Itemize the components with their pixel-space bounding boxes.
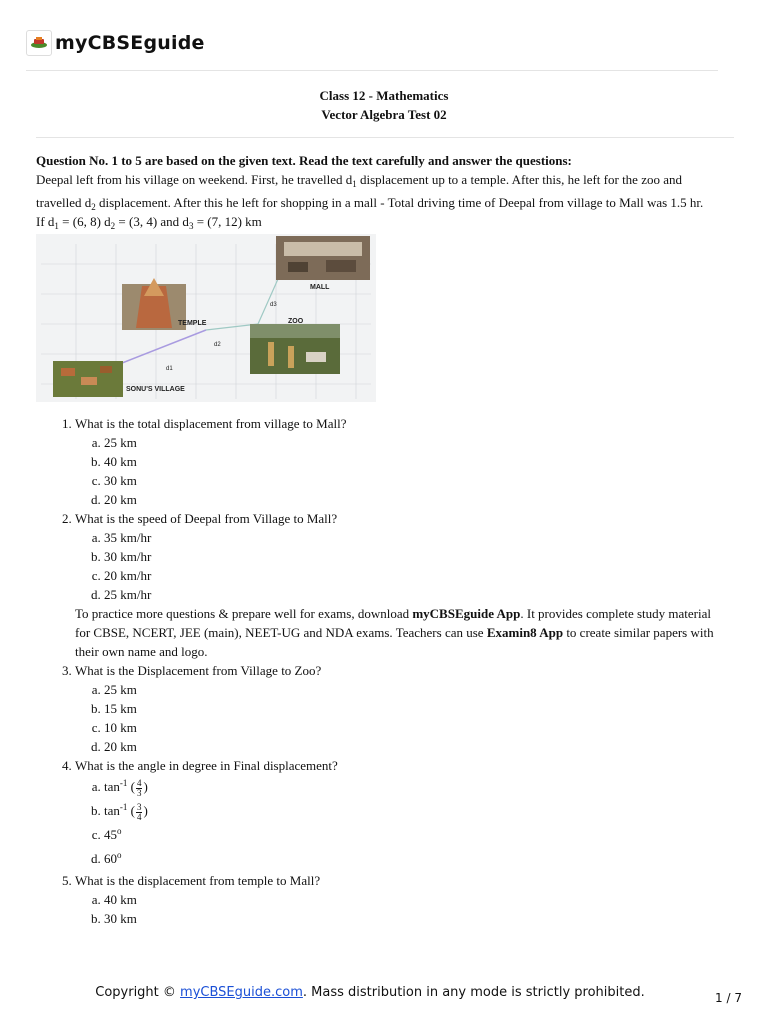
option: c. 30 km	[104, 471, 726, 490]
option: d. 20 km	[104, 737, 726, 756]
option: a. $\tan^{-1}$ ( $\frac{4}{3}$ )	[104, 775, 726, 799]
option: d. 20 km	[104, 490, 726, 509]
question-list	[36, 414, 726, 928]
footer-link[interactable]: myCBSEguide.com	[180, 985, 303, 1000]
option: a. 25 km	[104, 680, 726, 699]
page-title	[0, 86, 768, 124]
option: d. 60$^o$	[104, 847, 726, 871]
option-list	[75, 890, 726, 928]
promo-text: To practice more questions & prepare well for exams, download myCBSEguide App. It provides complete study material for CBSE, NCERT, JEE (main), NEET-UG and NDA exams. Teachers can use Examin8 App to create similar papers with their own name and logo.	[75, 606, 714, 659]
class-title: Class 12 - Mathematics	[319, 88, 449, 103]
question-text: What is the Displacement from Village to Zoo?	[75, 663, 322, 678]
main-content	[36, 151, 726, 928]
diagram-label-d2: d2	[214, 342, 221, 348]
question-text: What is the speed of Deepal from Village to Mall?	[75, 511, 338, 526]
diagram-label-d1: d1	[166, 366, 173, 372]
option: b. 30 km/hr	[104, 547, 726, 566]
brand-name[interactable]: myCBSEguide	[55, 32, 205, 54]
diagram-label-zoo: ZOO	[288, 318, 304, 325]
option: d. 25 km/hr	[104, 585, 726, 604]
case-study-text: Deepal left from his village on weekend. First, he travelled $d_1$ displacement up to a temple. After this, he left for the zoo and travelled $d_2$ displacement. After this he left for shopping in a mall - Total driving time of Deepal from village to Mall was 1.5 hr.	[36, 172, 704, 212]
option-list	[75, 528, 726, 604]
test-title: Vector Algebra Test 02	[321, 107, 447, 122]
option: c. 20 km/hr	[104, 566, 726, 585]
header	[26, 30, 205, 56]
instructions-heading: Question No. 1 to 5 are based on the given text. Read the text carefully and answer the questions:	[36, 153, 572, 168]
mycbseguide-app-link[interactable]: myCBSEguide App	[412, 606, 521, 621]
fraction: $\frac{4}{3}$	[136, 777, 142, 798]
mycbseguide-logo-icon[interactable]	[26, 30, 52, 56]
divider	[36, 137, 734, 138]
option-list	[75, 775, 726, 871]
diagram-label-village: SONU'S VILLAGE	[126, 386, 185, 393]
diagram-label-mall: MALL	[310, 284, 330, 291]
question-text: What is the total displacement from village to Mall?	[75, 416, 347, 431]
option: a. 40 km	[104, 890, 726, 909]
page-number: 1 / 7	[715, 991, 742, 1005]
option: b. 15 km	[104, 699, 726, 718]
diagram-label-temple: TEMPLE	[178, 320, 207, 327]
option: b. 30 km	[104, 909, 726, 928]
option: c. 45$^o$	[104, 823, 726, 847]
examin8-app-link[interactable]: Examin8 App	[486, 625, 564, 640]
question-item	[75, 661, 726, 756]
displacement-diagram	[36, 234, 376, 402]
diagram-label-d3: d3	[270, 302, 277, 308]
question-item	[75, 871, 726, 928]
question-item	[75, 756, 726, 871]
fraction: $\frac{3}{4}$	[136, 801, 142, 822]
option-list	[75, 433, 726, 509]
option-list	[75, 680, 726, 756]
footer-copyright: Copyright © myCBSEguide.com. Mass distribution in any mode is strictly prohibited.	[95, 985, 645, 1000]
option: b. 40 km	[104, 452, 726, 471]
question-text: What is the angle in degree in Final displacement?	[75, 758, 338, 773]
diagram-image	[36, 234, 376, 402]
option: c. 10 km	[104, 718, 726, 737]
question-text: What is the displacement from temple to Mall?	[75, 873, 321, 888]
divider	[26, 70, 718, 71]
option: b. $\tan^{-1}$ ( $\frac{3}{4}$ )	[104, 799, 726, 823]
option: a. 35 km/hr	[104, 528, 726, 547]
question-item	[75, 414, 726, 509]
question-item	[75, 509, 726, 661]
given-vectors: If $d_1 = (6$, 8) $d_2 = (3$, 4) and $d_3 = (7$, 12) km	[36, 214, 262, 231]
option: a. 25 km	[104, 433, 726, 452]
